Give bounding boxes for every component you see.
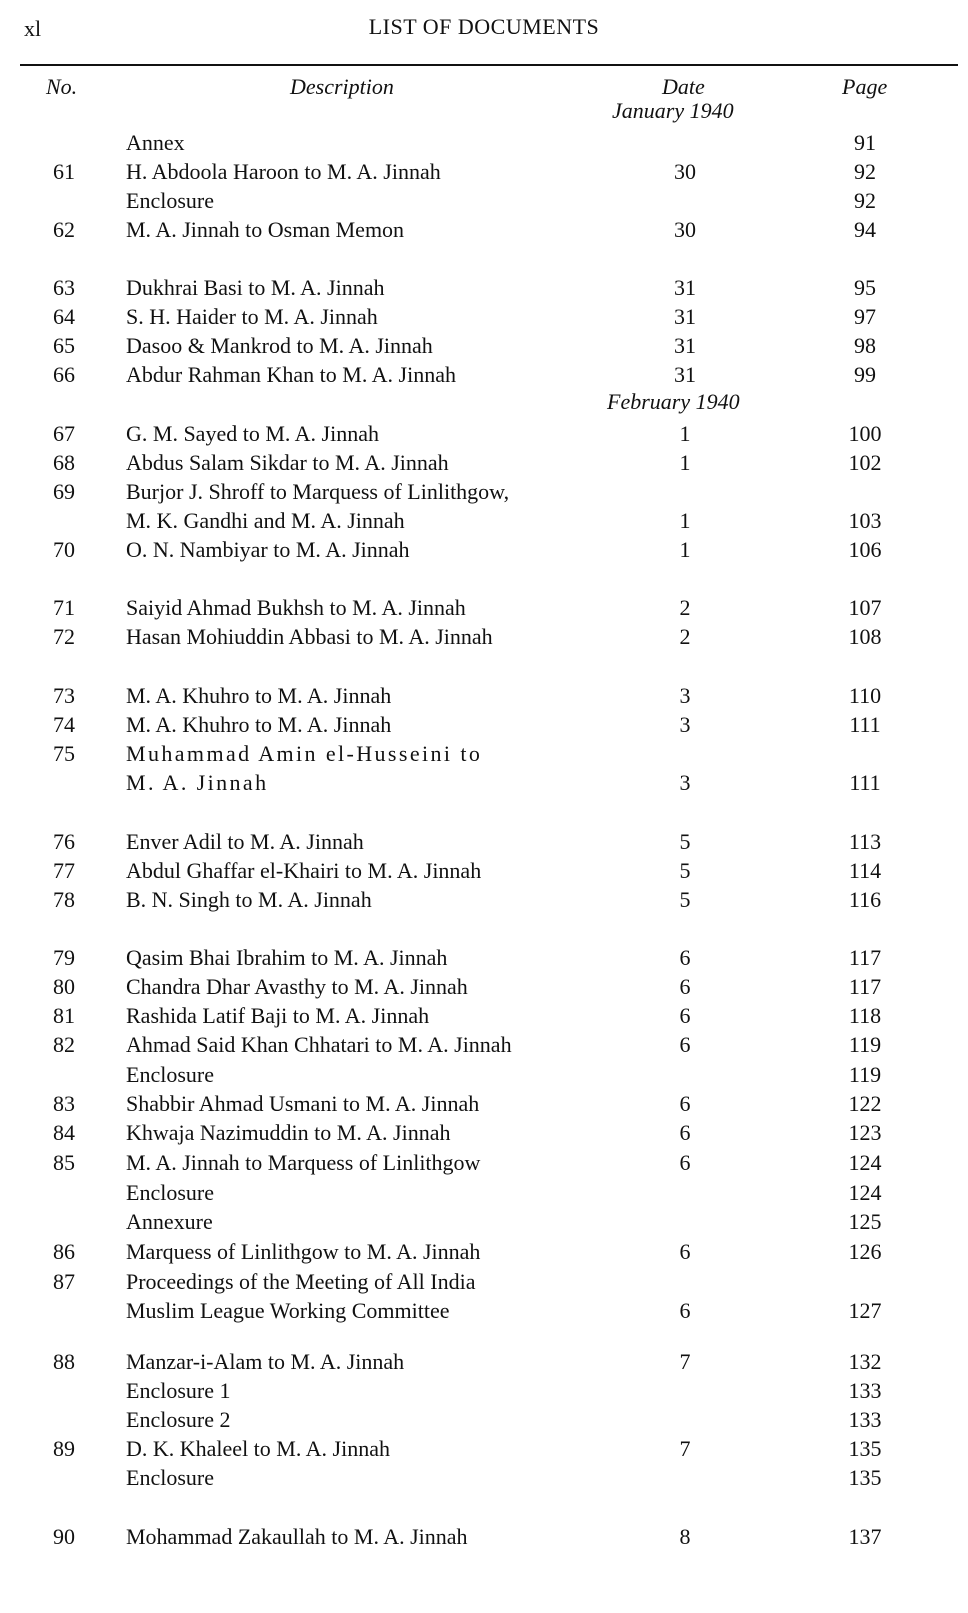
- row-description: Burjor J. Shroff to Marquess of Linlithgow,: [126, 479, 510, 504]
- table-row: [0, 943, 968, 973]
- row-number: 76: [53, 829, 75, 854]
- row-date: 6: [679, 1120, 691, 1145]
- column-header-description: Description: [290, 74, 394, 99]
- row-description: Abdul Ghaffar el-Khairi to M. A. Jinnah: [126, 858, 482, 883]
- row-page: 116: [848, 887, 882, 912]
- row-date: 7: [679, 1349, 691, 1374]
- row-date: 3: [679, 712, 691, 737]
- row-page: 124: [848, 1180, 882, 1205]
- table-row: [0, 827, 968, 857]
- table-row: [0, 972, 968, 1002]
- table-row: [0, 1296, 968, 1326]
- row-page: 107: [848, 595, 882, 620]
- table-row: [0, 593, 968, 623]
- row-page: 94: [854, 217, 876, 242]
- row-number: 67: [53, 421, 75, 446]
- row-page: 118: [848, 1003, 882, 1028]
- table-row: [0, 856, 968, 886]
- table-row: [0, 739, 968, 769]
- row-description: Mohammad Zakaullah to M. A. Jinnah: [126, 1524, 468, 1549]
- row-description: Enclosure 2: [126, 1407, 231, 1432]
- row-description: D. K. Khaleel to M. A. Jinnah: [126, 1436, 390, 1461]
- table-row: [0, 710, 968, 740]
- row-page: 97: [854, 304, 876, 329]
- header-rule: [20, 64, 958, 66]
- column-header-date: Date: [662, 74, 705, 99]
- row-page: 92: [854, 159, 876, 184]
- row-description: Khwaja Nazimuddin to M. A. Jinnah: [126, 1120, 451, 1145]
- row-description: Ahmad Said Khan Chhatari to M. A. Jinnah: [126, 1032, 512, 1057]
- row-date: 31: [674, 275, 696, 300]
- row-number: 70: [53, 537, 75, 562]
- row-number: 87: [53, 1269, 75, 1294]
- row-description: Enclosure 1: [126, 1378, 231, 1403]
- row-page: 135: [848, 1465, 882, 1490]
- row-description: O. N. Nambiyar to M. A. Jinnah: [126, 537, 410, 562]
- row-page: 106: [848, 537, 882, 562]
- row-number: 77: [53, 858, 75, 883]
- row-page: 108: [848, 624, 882, 649]
- row-description: Hasan Mohiuddin Abbasi to M. A. Jinnah: [126, 624, 493, 649]
- table-row: [0, 273, 968, 303]
- row-description: H. Abdoola Haroon to M. A. Jinnah: [126, 159, 441, 184]
- table-row: [0, 1376, 968, 1406]
- table-row: [0, 681, 968, 711]
- row-description: Rashida Latif Baji to M. A. Jinnah: [126, 1003, 430, 1028]
- row-description: S. H. Haider to M. A. Jinnah: [126, 304, 378, 329]
- table-row: [0, 419, 968, 449]
- row-number: 68: [53, 450, 75, 475]
- row-description: Saiyid Ahmad Bukhsh to M. A. Jinnah: [126, 595, 466, 620]
- table-row: [0, 477, 968, 507]
- row-page: 100: [848, 421, 882, 446]
- row-number: 62: [53, 217, 75, 242]
- table-row: [0, 1001, 968, 1031]
- table-row: [0, 128, 968, 158]
- row-date: 30: [674, 159, 696, 184]
- row-number: 61: [53, 159, 75, 184]
- row-date: 6: [679, 1032, 691, 1057]
- table-row: [0, 506, 968, 536]
- row-page: 98: [854, 333, 876, 358]
- row-number: 65: [53, 333, 75, 358]
- row-description: Abdur Rahman Khan to M. A. Jinnah: [126, 362, 456, 387]
- row-page: 95: [854, 275, 876, 300]
- row-page: 117: [848, 945, 882, 970]
- row-date: 3: [679, 770, 691, 795]
- row-date: 1: [679, 537, 691, 562]
- row-description: M. A. Khuhro to M. A. Jinnah: [126, 683, 392, 708]
- row-date: 31: [674, 304, 696, 329]
- row-number: 85: [53, 1150, 75, 1175]
- month-label-february: February 1940: [607, 389, 740, 414]
- row-date: 6: [679, 1091, 691, 1116]
- row-number: 89: [53, 1436, 75, 1461]
- row-date: 31: [674, 362, 696, 387]
- row-description: Manzar-i-Alam to M. A. Jinnah: [126, 1349, 405, 1374]
- table-row: [0, 448, 968, 478]
- row-page: 117: [848, 974, 882, 999]
- row-number: 72: [53, 624, 75, 649]
- row-description: Dasoo & Mankrod to M. A. Jinnah: [126, 333, 433, 358]
- row-page: 102: [848, 450, 882, 475]
- row-number: 74: [53, 712, 75, 737]
- row-date: 1: [679, 450, 691, 475]
- row-description: Enclosure: [126, 1062, 214, 1087]
- row-description: Qasim Bhai Ibrahim to M. A. Jinnah: [126, 945, 448, 970]
- row-description: M. A. Jinnah to Marquess of Linlithgow: [126, 1150, 481, 1175]
- table-row: [0, 1463, 968, 1493]
- table-row: [0, 622, 968, 652]
- row-page: 123: [848, 1120, 882, 1145]
- row-page: 125: [848, 1209, 882, 1234]
- row-description: Enver Adil to M. A. Jinnah: [126, 829, 364, 854]
- row-page: 113: [848, 829, 882, 854]
- row-page: 110: [848, 683, 882, 708]
- table-row: [0, 1089, 968, 1119]
- row-description: Annexure: [126, 1209, 213, 1234]
- row-date: 6: [679, 1003, 691, 1028]
- row-date: 1: [679, 421, 691, 446]
- row-number: 73: [53, 683, 75, 708]
- row-number: 69: [53, 479, 75, 504]
- row-description: M. A. Jinnah: [126, 770, 269, 795]
- table-row: [0, 535, 968, 565]
- row-description: Chandra Dhar Avasthy to M. A. Jinnah: [126, 974, 468, 999]
- row-description: Muslim League Working Committee: [126, 1298, 450, 1323]
- row-date: 30: [674, 217, 696, 242]
- row-page: 119: [848, 1062, 882, 1087]
- row-description: Dukhrai Basi to M. A. Jinnah: [126, 275, 385, 300]
- row-date: 2: [679, 595, 691, 620]
- column-header-page: Page: [842, 74, 888, 99]
- row-number: 82: [53, 1032, 75, 1057]
- row-page: 111: [849, 770, 881, 795]
- row-page: 91: [854, 130, 876, 155]
- row-date: 5: [679, 829, 691, 854]
- row-number: 81: [53, 1003, 75, 1028]
- row-number: 63: [53, 275, 75, 300]
- row-page: 122: [848, 1091, 882, 1116]
- row-page: 114: [848, 858, 882, 883]
- row-number: 64: [53, 304, 75, 329]
- row-date: 5: [679, 887, 691, 912]
- row-description: B. N. Singh to M. A. Jinnah: [126, 887, 372, 912]
- row-page: 135: [848, 1436, 882, 1461]
- page-title: LIST OF DOCUMENTS: [368, 14, 600, 39]
- row-description: Abdus Salam Sikdar to M. A. Jinnah: [126, 450, 449, 475]
- row-description: G. M. Sayed to M. A. Jinnah: [126, 421, 379, 446]
- row-number: 80: [53, 974, 75, 999]
- row-number: 71: [53, 595, 75, 620]
- row-description: Proceedings of the Meeting of All India: [126, 1269, 476, 1294]
- row-date: 6: [679, 1150, 691, 1175]
- row-page: 137: [848, 1524, 882, 1549]
- table-row: [0, 1060, 968, 1090]
- table-row: [0, 1405, 968, 1435]
- row-date: 2: [679, 624, 691, 649]
- row-page: 133: [848, 1378, 882, 1403]
- row-page: 132: [848, 1349, 882, 1374]
- row-number: 75: [53, 741, 75, 766]
- row-page: 92: [854, 188, 876, 213]
- row-number: 78: [53, 887, 75, 912]
- row-date: 8: [679, 1524, 691, 1549]
- row-description: M. A. Jinnah to Osman Memon: [126, 217, 405, 242]
- table-row: [0, 1267, 968, 1297]
- table-row: [0, 360, 968, 390]
- row-date: 3: [679, 683, 691, 708]
- table-row: [0, 1522, 968, 1552]
- row-date: 31: [674, 333, 696, 358]
- row-page: 126: [848, 1239, 882, 1264]
- row-page: 103: [848, 508, 882, 533]
- table-row: [0, 1030, 968, 1060]
- table-row: [0, 1207, 968, 1237]
- table-row: [0, 1178, 968, 1208]
- table-row: [0, 215, 968, 245]
- table-row: [0, 302, 968, 332]
- table-row: [0, 157, 968, 187]
- row-number: 83: [53, 1091, 75, 1116]
- table-row: [0, 1148, 968, 1178]
- row-number: 79: [53, 945, 75, 970]
- row-page: 111: [849, 712, 881, 737]
- row-page: 127: [848, 1298, 882, 1323]
- row-page: 99: [854, 362, 876, 387]
- table-row: [0, 331, 968, 361]
- column-header-no: No.: [46, 74, 78, 99]
- row-date: 6: [679, 945, 691, 970]
- row-number: 84: [53, 1120, 75, 1145]
- row-number: 66: [53, 362, 75, 387]
- row-date: 1: [679, 508, 691, 533]
- row-date: 6: [679, 1239, 691, 1264]
- row-description: M. K. Gandhi and M. A. Jinnah: [126, 508, 405, 533]
- table-row: [0, 768, 968, 798]
- table-row: [0, 1434, 968, 1464]
- month-label-january: January 1940: [612, 98, 734, 123]
- row-page: 133: [848, 1407, 882, 1432]
- row-number: 86: [53, 1239, 75, 1264]
- row-description: Enclosure: [126, 188, 214, 213]
- row-page: 124: [848, 1150, 882, 1175]
- table-row: [0, 1118, 968, 1148]
- page-number: xl: [24, 16, 42, 41]
- row-date: 6: [679, 1298, 691, 1323]
- row-description: Enclosure: [126, 1465, 214, 1490]
- row-description: Marquess of Linlithgow to M. A. Jinnah: [126, 1239, 481, 1264]
- row-date: 7: [679, 1436, 691, 1461]
- row-description: M. A. Khuhro to M. A. Jinnah: [126, 712, 392, 737]
- table-row: [0, 885, 968, 915]
- table-row: [0, 186, 968, 216]
- row-description: Muhammad Amin el-Husseini to: [126, 741, 483, 766]
- table-row: [0, 1347, 968, 1377]
- table-row: [0, 1237, 968, 1267]
- row-date: 5: [679, 858, 691, 883]
- row-number: 88: [53, 1349, 75, 1374]
- row-description: Shabbir Ahmad Usmani to M. A. Jinnah: [126, 1091, 480, 1116]
- row-page: 119: [848, 1032, 882, 1057]
- row-description: Annex: [126, 130, 185, 155]
- row-description: Enclosure: [126, 1180, 214, 1205]
- row-number: 90: [53, 1524, 75, 1549]
- row-date: 6: [679, 974, 691, 999]
